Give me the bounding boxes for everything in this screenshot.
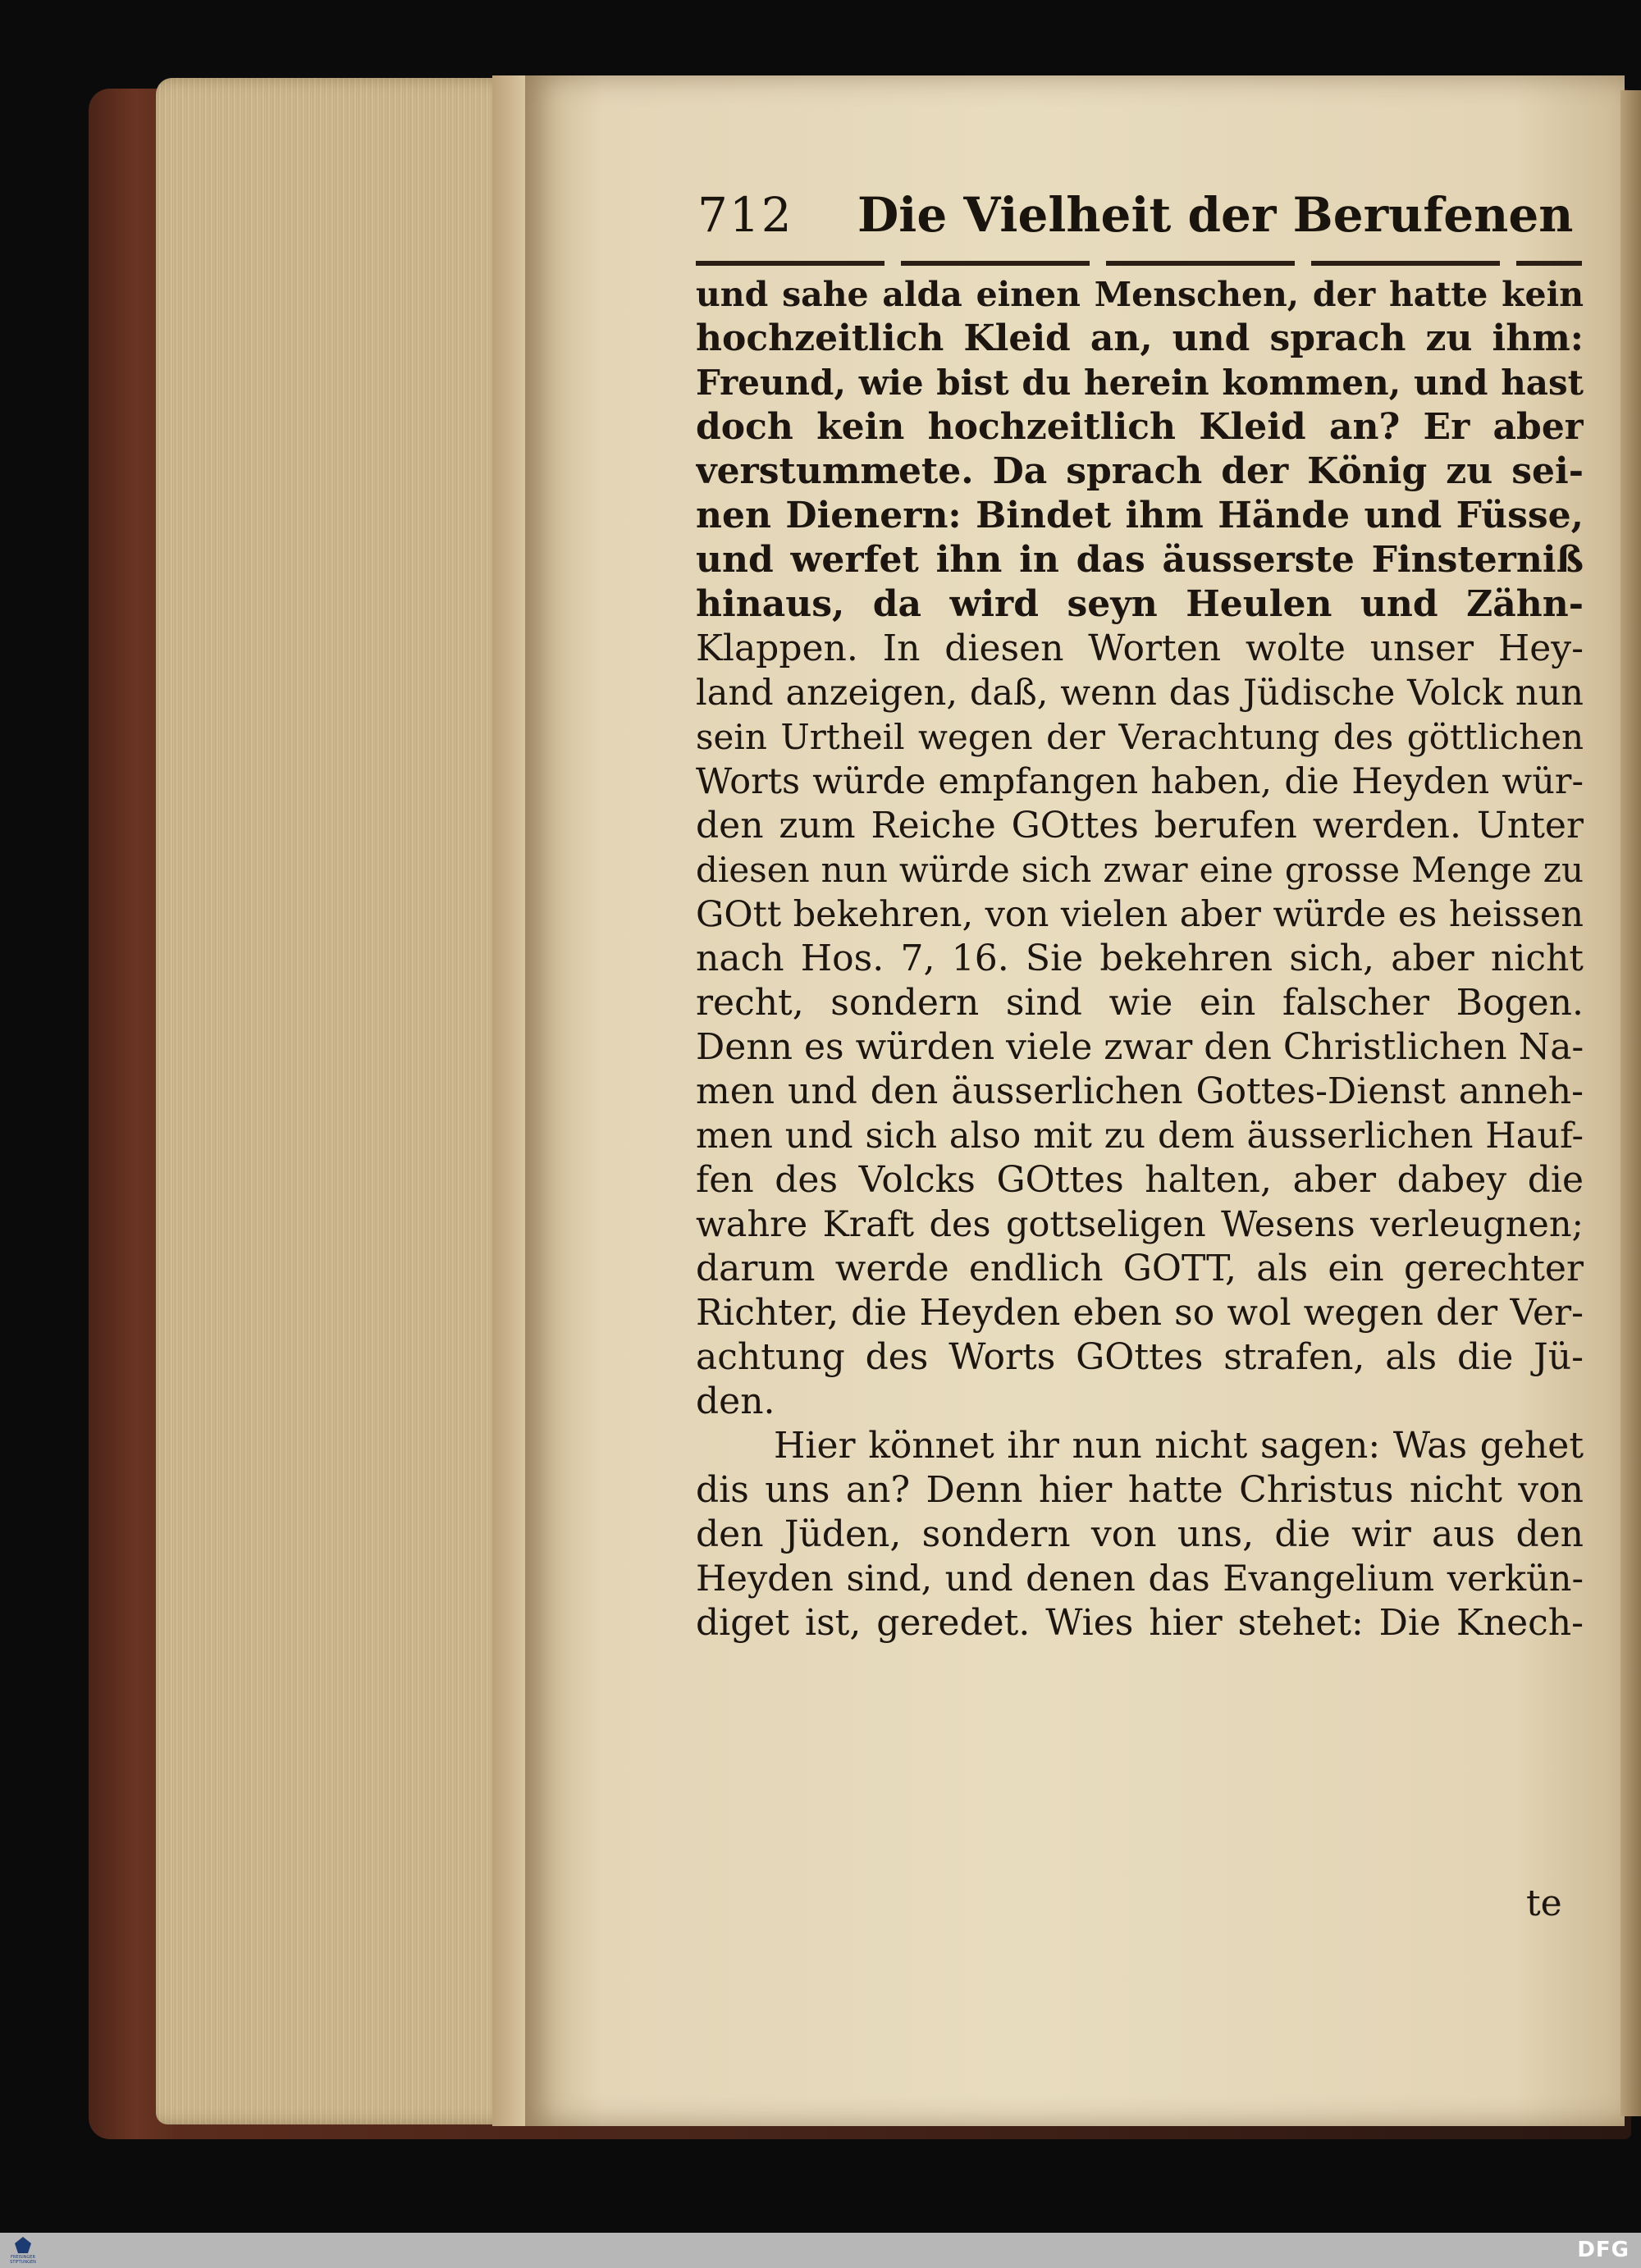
text-line: Worts würde empfangen haben, die Heyden wür- xyxy=(696,761,1584,802)
text-line: Richter, die Heyden eben so wol wegen der Ver- xyxy=(696,1292,1584,1334)
text-line: GOtt bekehren, von vielen aber würde es heissen xyxy=(696,894,1584,935)
text-line: dis uns an? Denn hier hatte Christus nicht von xyxy=(696,1469,1584,1511)
head-rule xyxy=(696,261,1582,266)
text-line: den. xyxy=(696,1380,775,1422)
running-head xyxy=(697,187,1584,251)
text-line: darum werde endlich GOTT, als ein gerechter xyxy=(696,1248,1584,1289)
text-line: und werfet ihn in das äusserste Finsterniß xyxy=(696,539,1584,581)
text-line: hochzeitlich Kleid an, und sprach zu ihm: xyxy=(696,317,1584,359)
text-line: fen des Volcks GOttes halten, aber dabey die xyxy=(696,1159,1584,1201)
dfg-logo: DFG xyxy=(1577,2238,1630,2262)
text-line: nach Hos. 7, 16. Sie bekehren sich, aber nicht xyxy=(696,938,1584,979)
page-number: 712 xyxy=(697,187,793,243)
viewer-footer-bar xyxy=(0,2233,1641,2268)
text-line: land anzeigen, daß, wenn das Jüdische Volck nun xyxy=(696,673,1584,714)
text-line: Freund, wie bist du herein kommen, und hast xyxy=(696,363,1584,403)
text-line: Klappen. In diesen Worten wolte unser Hey- xyxy=(696,627,1584,669)
catchword: te xyxy=(1526,1882,1562,1924)
text-line: wahre Kraft des gottseligen Wesens verleugnen; xyxy=(696,1204,1584,1245)
crest-icon xyxy=(15,2237,31,2253)
text-line: doch kein hochzeitlich Kleid an? Er aber xyxy=(696,406,1584,448)
running-title: Die Vielheit der Berufenen xyxy=(857,187,1574,243)
text-line: hinaus, da wird seyn Heulen und Zähn- xyxy=(696,583,1584,625)
text-line: Heyden sind, und denen das Evangelium verkün- xyxy=(696,1558,1584,1599)
library-logo xyxy=(5,2235,41,2266)
text-line: und sahe alda einen Menschen, der hatte kein xyxy=(696,275,1584,314)
text-line: men und sich also mit zu dem äusserlichen Hauf- xyxy=(696,1116,1584,1157)
text-line: men und den äusserlichen Gottes-Dienst anneh- xyxy=(696,1070,1584,1112)
facing-page-edge xyxy=(1620,90,1641,2116)
text-line: diget ist, geredet. Wies hier stehet: Die Knech- xyxy=(696,1602,1584,1644)
text-line: Hier könnet ihr nun nicht sagen: Was gehet xyxy=(774,1425,1584,1467)
text-line: Denn es würden viele zwar den Christlichen Na- xyxy=(696,1026,1584,1068)
text-line: recht, sondern sind wie ein falscher Bogen. xyxy=(696,982,1584,1024)
text-line: nen Dienern: Bindet ihm Hände und Füsse, xyxy=(696,495,1584,536)
text-line: sein Urtheil wegen der Verachtung des göttlichen xyxy=(696,717,1584,757)
body-text xyxy=(696,272,1584,1645)
text-line: den zum Reiche GOttes berufen werden. Unter xyxy=(696,805,1584,847)
logo-text: FREISINGER STIFTUNGEN xyxy=(10,2255,36,2265)
text-line: den Jüden, sondern von uns, die wir aus den xyxy=(696,1513,1584,1555)
page-block-edges xyxy=(156,78,542,2124)
text-line: diesen nun würde sich zwar eine grosse Menge zu xyxy=(696,850,1584,890)
text-line: verstummete. Da sprach der König zu sei- xyxy=(696,450,1584,492)
text-line: achtung des Worts GOttes strafen, als die Jü- xyxy=(696,1336,1584,1378)
